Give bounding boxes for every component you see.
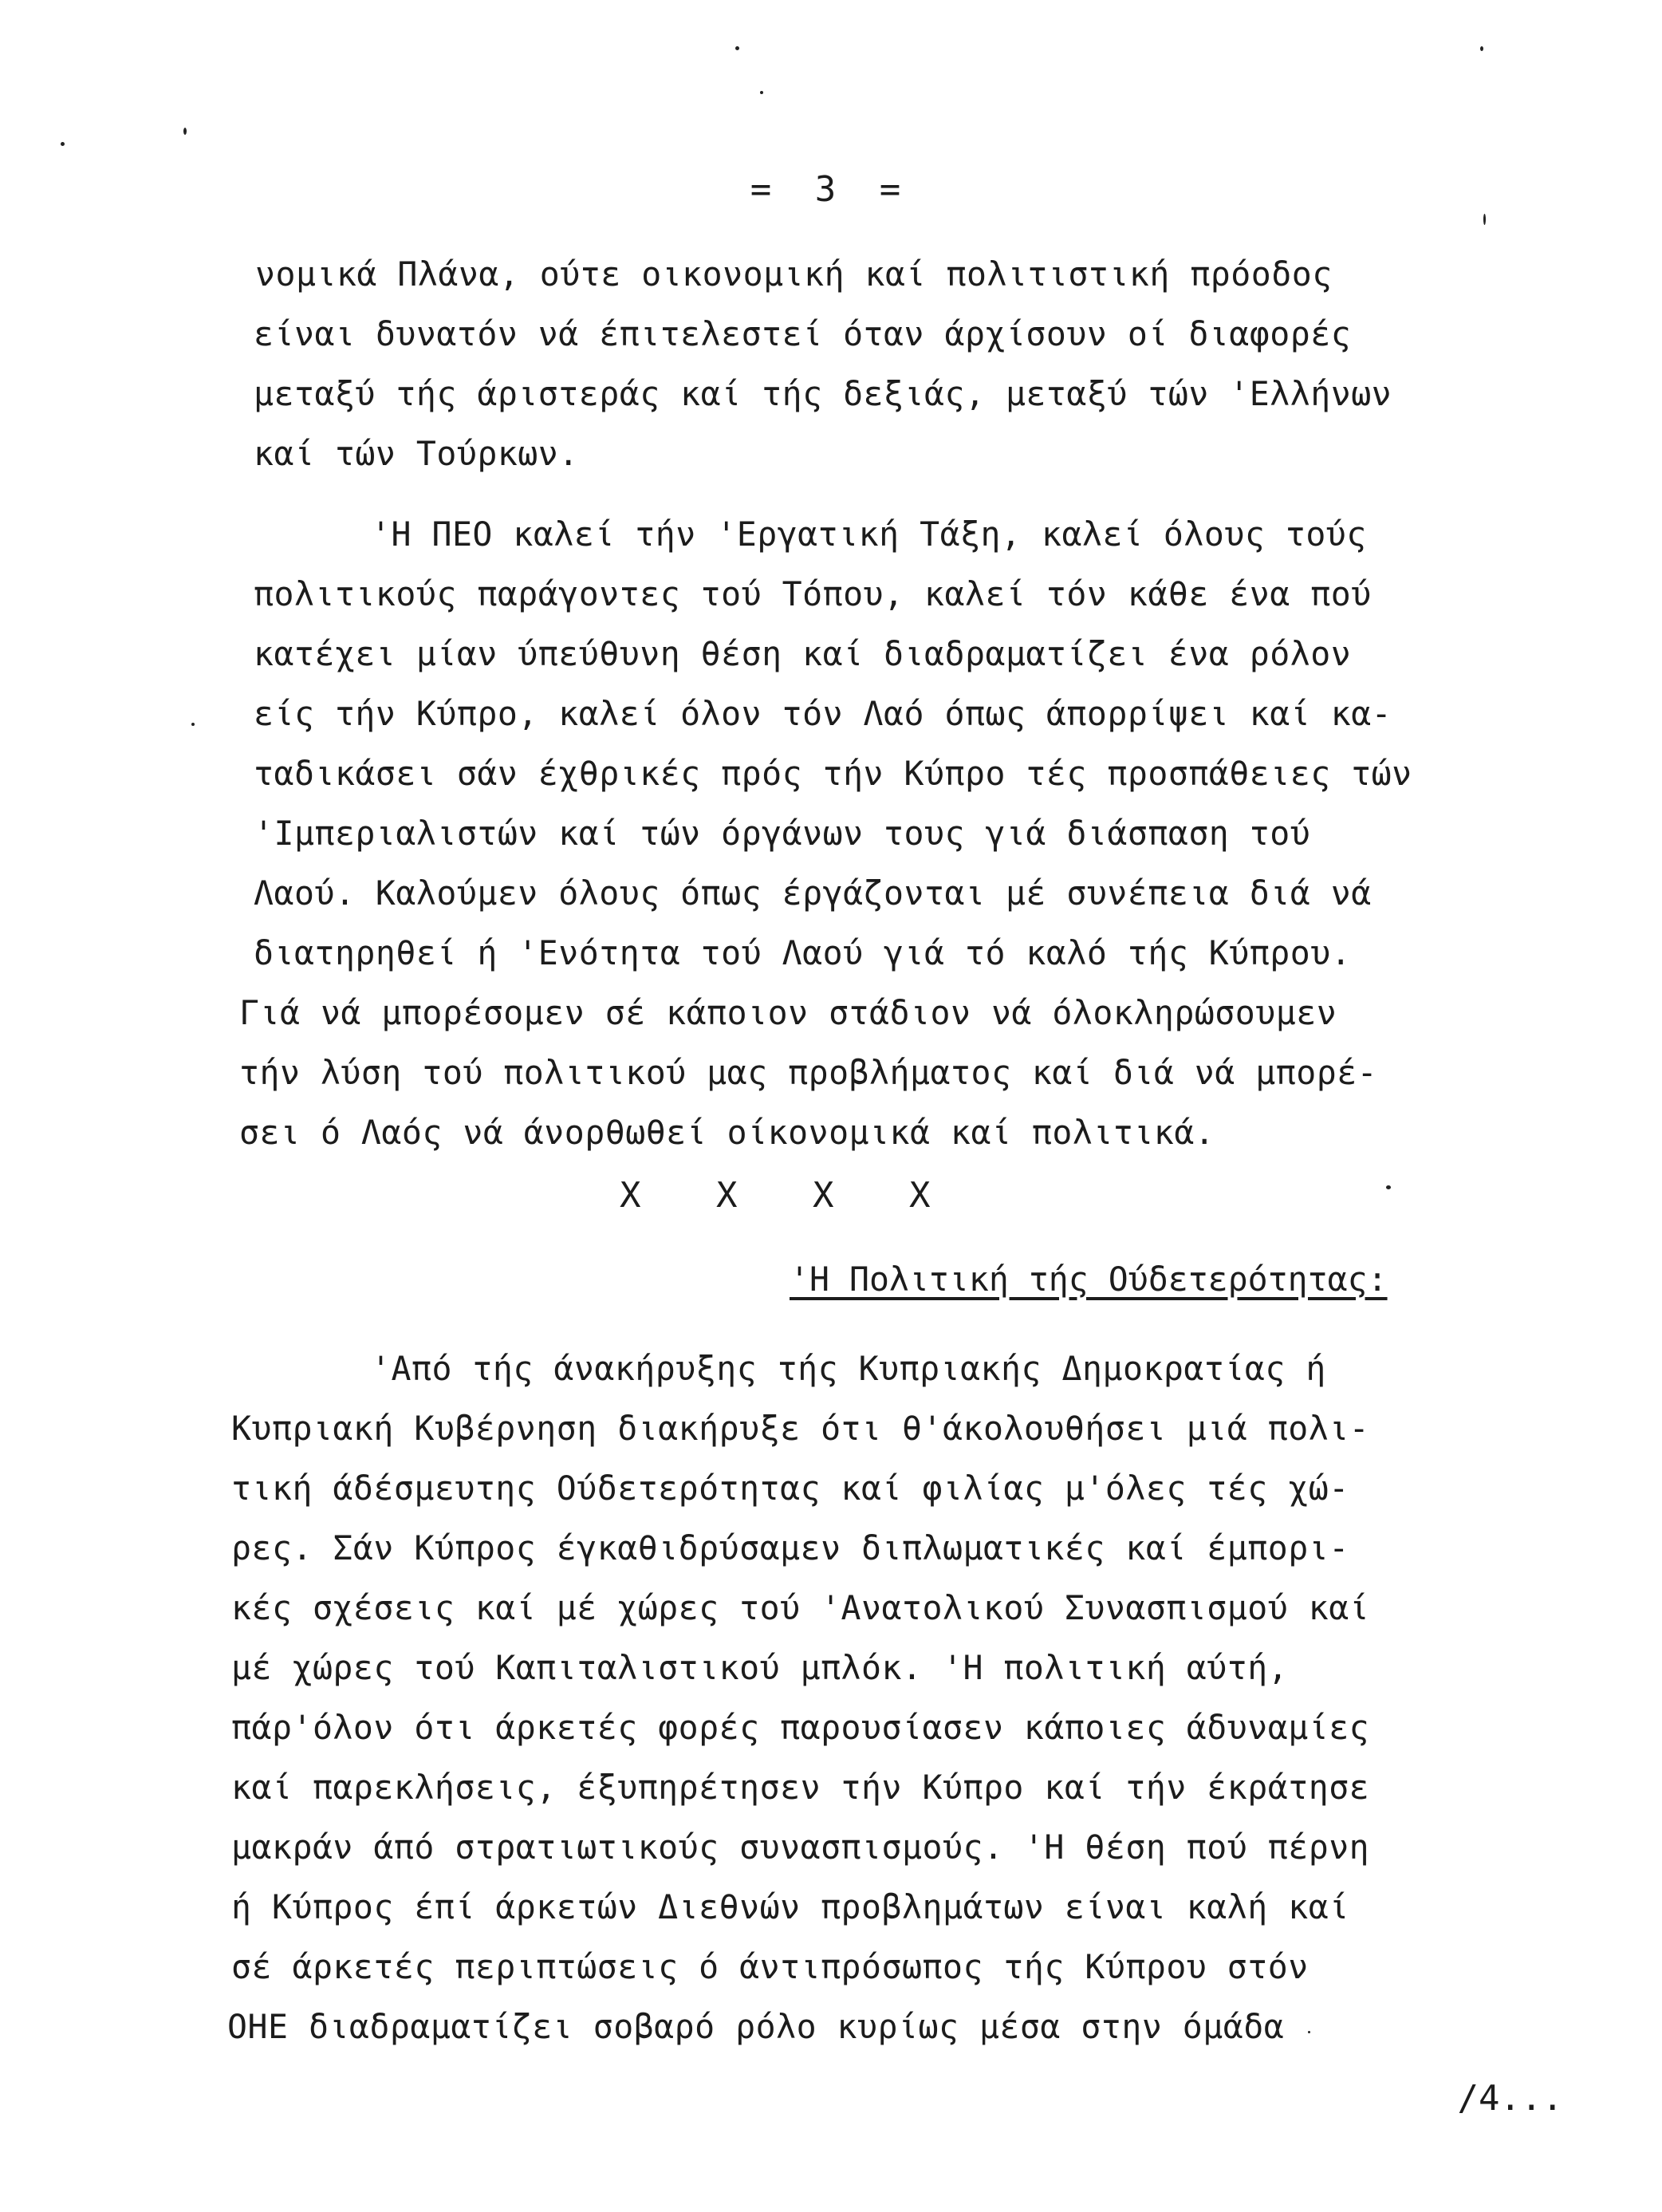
- scan-speck: [1386, 1185, 1391, 1189]
- section-separator: X X X X: [620, 1175, 958, 1216]
- text-line: ή Κύπρος έπί άρκετών Διεθνών προβλημάτων είναι καλή καί: [231, 1887, 1349, 1926]
- scan-speck: [183, 128, 187, 135]
- text-line: καί παρεκλήσεις, έξυπηρέτησεν τήν Κύπρο καί τήν έκράτησε: [231, 1768, 1370, 1807]
- scan-speck: [1483, 214, 1486, 225]
- text-line: είς τήν Κύπρο, καλεί όλον τόν Λαό όπως άπορρίψει καί κα-: [254, 694, 1392, 733]
- text-line: νομικά Πλάνα, ούτε οικονομική καί πολιτιστική πρόοδος: [255, 254, 1333, 294]
- scan-speck: [735, 46, 739, 50]
- text-line: 'Από τής άνακήρυξης τής Κυπριακής Δημοκρατίας ή: [371, 1349, 1326, 1388]
- text-line: διατηρηθεί ή 'Ενότητα τού Λαού γιά τό καλό τής Κύπρου.: [254, 933, 1352, 972]
- text-line: ταδικάσει σάν έχθρικές πρός τήν Κύπρο τές προσπάθειες τών: [254, 754, 1412, 793]
- text-line: κατέχει μίαν ύπεύθυνη θέση καί διαδραματίζει ένα ρόλον: [254, 634, 1352, 673]
- text-line: σει ό Λαός νά άνορθωθεί οίκονομικά καί πολιτικά.: [239, 1113, 1215, 1152]
- text-line: καί τών Τούρκων.: [254, 434, 579, 473]
- scan-speck: [1480, 46, 1483, 51]
- scan-speck: [1308, 2031, 1310, 2033]
- text-line: Κυπριακή Κυβέρνηση διακήρυξε ότι θ'άκολουθήσει μιά πολι-: [231, 1409, 1370, 1448]
- text-line: τική άδέσμευτης Ούδετερότητας καί φιλίας μ'όλες τές χώ-: [231, 1469, 1349, 1508]
- text-line: σέ άρκετές περιπτώσεις ό άντιπρόσωπος τής Κύπρου στόν: [231, 1947, 1309, 1986]
- scan-speck: [191, 723, 195, 726]
- text-line: ΟΗΕ διαδραματίζει σοβαρό ρόλο κυρίως μέσα στην όμάδα: [227, 2007, 1285, 2046]
- page-number: = 3 =: [750, 169, 912, 210]
- text-line: πάρ'όλον ότι άρκετές φορές παρουσίασεν κάποιες άδυναμίες: [231, 1708, 1370, 1747]
- text-line: τήν λύση τού πολιτικού μας προβλήματος καί διά νά μπορέ-: [239, 1053, 1378, 1092]
- scan-speck: [61, 142, 65, 146]
- text-line: είναι δυνατόν νά έπιτελεστεί όταν άρχίσουν οί διαφορές: [254, 314, 1352, 353]
- section-heading: 'Η Πολιτική τής Ούδετερότητας:: [790, 1260, 1388, 1299]
- continuation-marker: /4...: [1457, 2078, 1563, 2119]
- scan-speck: [760, 91, 763, 94]
- text-line: μεταξύ τής άριστεράς καί τής δεξιάς, μεταξύ τών 'Ελλήνων: [254, 374, 1392, 413]
- text-line: 'Η ΠΕΟ καλεί τήν 'Εργατική Τάξη, καλεί όλους τούς: [371, 515, 1367, 554]
- text-line: κές σχέσεις καί μέ χώρες τού 'Ανατολικού Συνασπισμού καί: [231, 1588, 1370, 1627]
- text-line: πολιτικούς παράγοντες τού Τόπου, καλεί τόν κάθε ένα πού: [254, 574, 1372, 613]
- text-line: 'Ιμπεριαλιστών καί τών όργάνων τους γιά διάσπαση τού: [254, 814, 1311, 853]
- text-line: Γιά νά μπορέσομεν σέ κάποιον στάδιον νά όλοκληρώσουμεν: [239, 993, 1337, 1032]
- text-line: μακράν άπό στρατιωτικούς συνασπισμούς. 'Η θέση πού πέρνη: [231, 1828, 1370, 1867]
- text-line: Λαού. Καλούμεν όλους όπως έργάζονται μέ συνέπεια διά νά: [254, 873, 1372, 913]
- text-line: μέ χώρες τού Καπιταλιστικού μπλόκ. 'Η πολιτική αύτή,: [231, 1648, 1289, 1687]
- text-line: ρες. Σάν Κύπρος έγκαθιδρύσαμεν διπλωματικές καί έμπορι-: [231, 1528, 1349, 1567]
